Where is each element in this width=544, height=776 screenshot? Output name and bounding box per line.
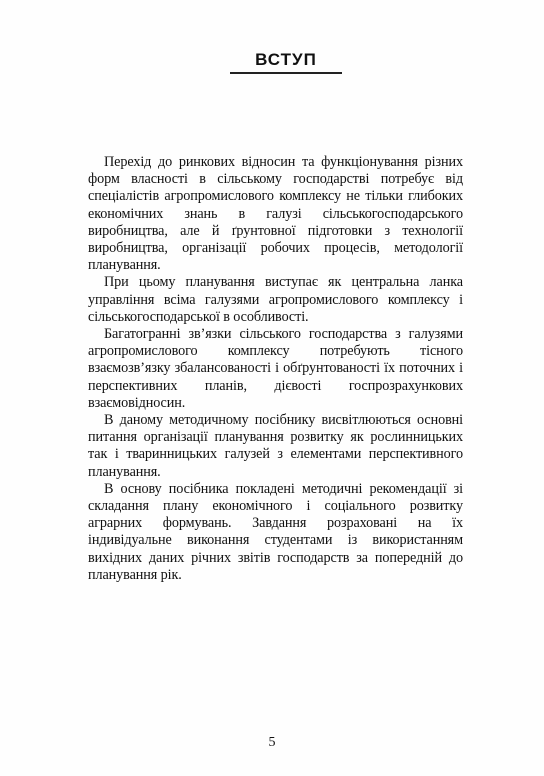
body-text	[88, 154, 463, 584]
paragraph-1: Перехід до ринкових відносин та функціонування різних форм власності в сільському господарстві потребує від спеціалістів агропромислового комплексу не тільки глибоких економічних знань в галузі сільськогосподарського виробництва, але й ґрунтовної підготовки з технології виробництва, організації робочих процесів, методології планування.	[88, 154, 463, 274]
paragraph-3: Багатогранні зв’язки сільського господарства з галузями агропромислового комплексу потребують тісного взаємозв’язку збалансованості і обґрунтованості їх поточних і перспективних планів, дієвості госпрозрахункових взаємовідносин.	[88, 326, 463, 411]
paragraph-2: При цьому планування виступає як центральна ланка управління всіма галузями агропромислового комплексу і сільськогосподарської в особливості.	[88, 274, 463, 325]
heading-underline	[230, 72, 342, 74]
paragraph-4: В даному методичному посібнику висвітлюються основні питання організації планування розвитку як рослинницьких так і тваринницьких галузей з елементами перспективного планування.	[88, 412, 463, 480]
paragraph-5: В основу посібника покладені методичні рекомендації зі складання плану економічного і соціального розвитку аграрних формувань. Завдання розраховані на їх індивідуальне виконання студентами із використанням вихідних даних річних звітів господарств за попередній до планування рік.	[88, 480, 463, 583]
heading-block	[250, 50, 322, 70]
page-number: 5	[268, 735, 276, 750]
page-title: ВСТУП	[255, 50, 317, 69]
